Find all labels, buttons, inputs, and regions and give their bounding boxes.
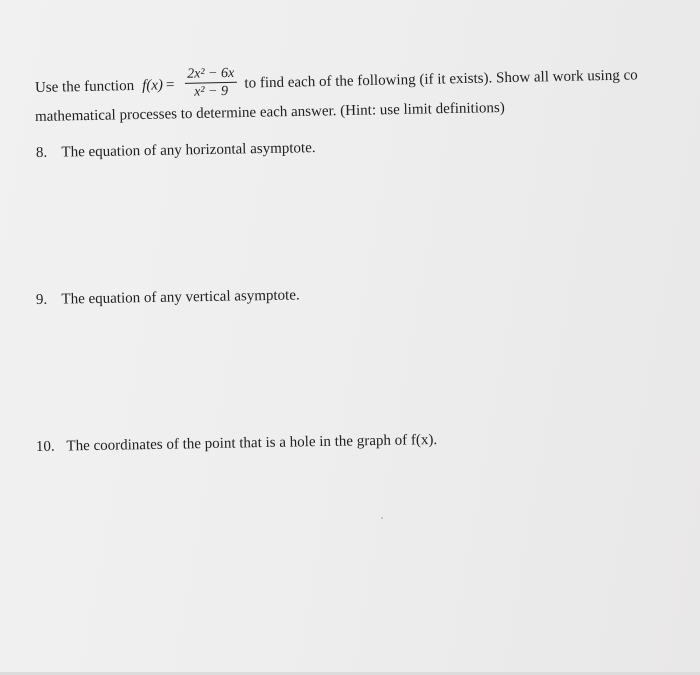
fraction-denominator: x² − 9 bbox=[194, 83, 229, 100]
question-9 bbox=[36, 287, 300, 309]
instructions-prefix: Use the function bbox=[34, 77, 135, 96]
paper-speck bbox=[381, 517, 383, 519]
question-8 bbox=[36, 140, 316, 162]
question-10 bbox=[36, 432, 437, 456]
question-number: 9. bbox=[35, 291, 48, 308]
function-definition bbox=[142, 77, 178, 95]
instructions-suffix: to find each of the following (if it exists). Show all work using co bbox=[244, 66, 638, 92]
fraction-numerator: 2x² − 6x bbox=[185, 66, 236, 84]
question-text: The equation of any horizontal asymptote. bbox=[61, 140, 316, 161]
question-number: 10. bbox=[35, 438, 55, 455]
question-number: 8. bbox=[35, 144, 48, 161]
equals-sign: = bbox=[165, 76, 175, 93]
function-fraction bbox=[185, 66, 237, 101]
instructions-line-1 bbox=[35, 59, 638, 104]
question-text: The coordinates of the point that is a hole in the graph of f(x). bbox=[66, 431, 438, 455]
question-text: The equation of any vertical asymptote. bbox=[61, 287, 300, 308]
function-name: f(x) bbox=[141, 76, 164, 94]
instructions-line-2: mathematical processes to determine each answer. (Hint: use limit definitions) bbox=[34, 99, 505, 125]
